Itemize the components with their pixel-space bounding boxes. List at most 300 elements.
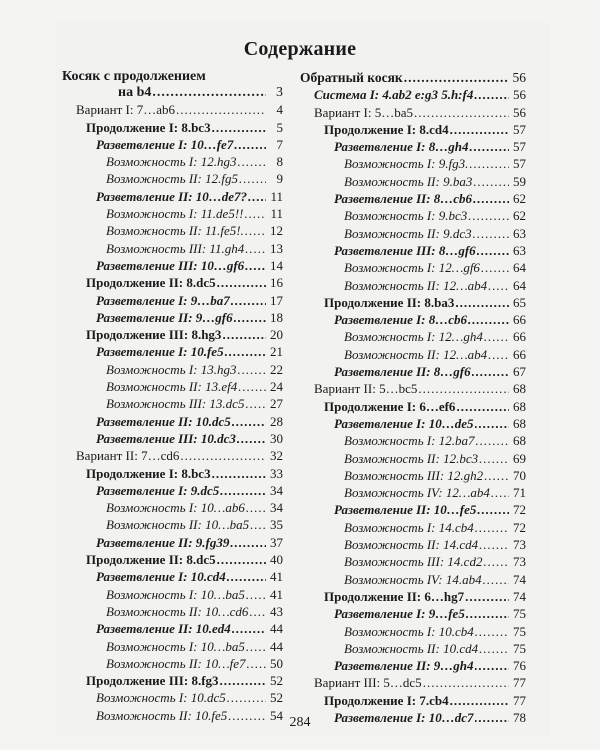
- toc-entry[interactable]: [62, 482, 283, 499]
- toc-entry[interactable]: [62, 430, 283, 447]
- entry-page: 64: [513, 260, 526, 276]
- entry-page: 66: [513, 312, 526, 328]
- entry-label: Разветвление II: 10…de7?: [96, 188, 248, 204]
- toc-entry[interactable]: [300, 501, 526, 518]
- entry-page: 57: [513, 139, 526, 155]
- toc-entry[interactable]: [300, 536, 526, 553]
- leader-dots: [222, 326, 266, 343]
- entry-label: Возможность I: 10…ba5: [106, 586, 245, 602]
- leader-dots: [176, 101, 266, 118]
- entry-page: 72: [513, 502, 526, 518]
- entry-page: 56: [513, 104, 526, 120]
- entry-page: 4: [276, 102, 283, 118]
- leader-dots: [238, 361, 266, 378]
- toc-entry[interactable]: [62, 343, 283, 360]
- leader-dots: [180, 447, 266, 464]
- entry-page: 34: [270, 500, 283, 516]
- leader-dots: [227, 689, 266, 706]
- entry-label: Обратный косяк: [300, 70, 403, 85]
- toc-entry[interactable]: [62, 378, 283, 395]
- toc-entry[interactable]: [62, 465, 283, 482]
- leader-dots: [475, 519, 509, 536]
- leader-dots: [245, 395, 266, 412]
- leader-dots: [246, 499, 266, 516]
- entry-page: 71: [513, 485, 526, 501]
- entry-label: Продолжение II: 8.ba3: [324, 294, 455, 310]
- entry-label: Возможность III: 13.dc5: [106, 396, 245, 412]
- entry-page: 43: [270, 603, 283, 619]
- toc-entry[interactable]: [62, 413, 283, 430]
- leader-dots: [468, 311, 509, 328]
- leader-dots: [479, 450, 509, 467]
- entry-label: Разветвление I: 10.cd4: [96, 569, 226, 585]
- toc-entry[interactable]: [62, 551, 283, 568]
- toc-entry[interactable]: [62, 395, 283, 412]
- leader-dots: [245, 257, 266, 274]
- leader-dots: [220, 672, 266, 689]
- entry-label: Возможность II: 10…fe7: [106, 655, 246, 671]
- leader-dots: [245, 240, 266, 257]
- entry-label: Возможность I: 12…gh4: [344, 329, 483, 345]
- leader-dots: [234, 309, 266, 326]
- entry-page: 68: [513, 433, 526, 449]
- toc-entry[interactable]: [62, 603, 283, 620]
- entry-label: Разветвление I: 9.dc5: [96, 482, 220, 498]
- toc-entry[interactable]: [300, 207, 526, 224]
- leader-dots: [483, 571, 509, 588]
- leader-dots: [250, 516, 266, 533]
- toc-entry[interactable]: [300, 121, 526, 138]
- toc-entry[interactable]: [300, 155, 526, 172]
- entry-label: Вариант I: 5…ba5: [314, 104, 414, 120]
- entry-page: 59: [513, 173, 526, 189]
- toc-entry[interactable]: [300, 415, 526, 432]
- leader-dots: [474, 86, 509, 103]
- toc-entry[interactable]: [62, 222, 283, 239]
- entry-label: Возможность III: 12.gh2: [344, 467, 484, 483]
- leader-dots: [477, 501, 509, 518]
- entry-page: 75: [513, 640, 526, 656]
- entry-page: 18: [270, 309, 283, 325]
- toc-entry[interactable]: [62, 136, 283, 153]
- leader-dots: [246, 586, 266, 603]
- entry-label: Возможность I: 9.bc3: [344, 208, 468, 224]
- entry-page: 72: [513, 519, 526, 535]
- leader-dots: [237, 430, 266, 447]
- entry-page: 63: [513, 225, 526, 241]
- entry-label: Возможность I: 10.cb4: [344, 623, 474, 639]
- entry-label: Возможность I: 12…gf6: [344, 260, 480, 276]
- leader-dots: [456, 398, 509, 415]
- leader-dots: [246, 638, 266, 655]
- entry-page: 44: [270, 621, 283, 637]
- leader-dots: [247, 655, 266, 672]
- entry-label: Разветвление III: 10.dc3: [96, 430, 236, 446]
- entry-page: 41: [270, 569, 283, 585]
- entry-label: Вариант II: 7…cd6: [76, 448, 180, 464]
- entry-page: 40: [270, 552, 283, 568]
- toc-entry[interactable]: [300, 432, 526, 449]
- leader-dots: [450, 692, 509, 709]
- toc-entry[interactable]: [300, 242, 526, 259]
- leader-dots: [238, 153, 266, 170]
- toc-entry[interactable]: [62, 655, 283, 672]
- entry-page: 44: [270, 638, 283, 654]
- entry-page: 11: [270, 206, 283, 222]
- toc-entry[interactable]: [300, 657, 526, 674]
- entry-page: 34: [270, 482, 283, 498]
- entry-label: Возможность II: 12.bc3: [344, 450, 479, 466]
- toc-entry[interactable]: [300, 450, 526, 467]
- toc-entry[interactable]: [62, 499, 283, 516]
- toc-entry[interactable]: [300, 190, 526, 207]
- entry-page: 54: [270, 707, 283, 723]
- toc-entry[interactable]: [62, 516, 283, 533]
- leader-dots: [475, 657, 509, 674]
- toc-entry[interactable]: [62, 240, 283, 257]
- toc-entry[interactable]: [62, 101, 283, 118]
- entry-page: 56: [513, 87, 526, 103]
- toc-entry[interactable]: [62, 689, 283, 706]
- leader-dots: [418, 380, 509, 397]
- toc-entry[interactable]: [62, 672, 283, 689]
- toc-entry[interactable]: [300, 138, 526, 155]
- entry-label: Возможность I: 11.de5!!: [106, 206, 244, 222]
- entry-page: 32: [270, 448, 283, 464]
- entry-label: Возможность II: 10…cd6: [106, 603, 249, 619]
- entry-page: 66: [513, 329, 526, 345]
- entry-label: Продолжение I: 7.cb4: [324, 692, 449, 708]
- entry-label: Возможность II: 12.fg5: [106, 171, 238, 187]
- entry-label: Возможность II: 12…ab4: [344, 346, 488, 362]
- entry-page: 28: [270, 413, 283, 429]
- page-title: Содержание: [243, 38, 357, 60]
- entry-page: 73: [513, 537, 526, 553]
- entry-page: 65: [513, 294, 526, 310]
- leader-dots: [227, 568, 266, 585]
- toc-entry[interactable]: [62, 274, 283, 291]
- entry-page: 8: [276, 154, 283, 170]
- toc-entry[interactable]: [300, 259, 526, 276]
- toc-entry[interactable]: [62, 361, 283, 378]
- entry-label: Разветвление II: 8…cb6: [334, 191, 473, 207]
- entry-label: Продолжение II: 6…hg7: [324, 588, 465, 604]
- toc-entry[interactable]: [300, 277, 526, 294]
- entry-page: 11: [270, 188, 283, 204]
- leader-dots: [249, 603, 266, 620]
- leader-dots: [479, 536, 509, 553]
- entry-page: 7: [276, 136, 283, 152]
- leader-dots: [238, 378, 266, 395]
- leader-dots: [477, 242, 509, 259]
- toc-entry[interactable]: [62, 170, 283, 187]
- toc-entry[interactable]: [300, 640, 526, 657]
- entry-label: Продолжение I: 8.bc3: [86, 465, 211, 481]
- entry-label: Разветвление II: 10.ed4: [96, 621, 231, 637]
- entry-page: 52: [270, 673, 283, 689]
- entry-label: Возможность II: 10.fe5: [96, 707, 228, 723]
- entry-page: 57: [513, 121, 526, 137]
- entry-label: Возможность II: 14.cd4: [344, 537, 479, 553]
- entry-label: Возможность II: 9.dc3: [344, 225, 472, 241]
- entry-label: Разветвление I: 10…dc7: [334, 709, 474, 725]
- entry-label: Разветвление II: 10.dc5: [96, 413, 231, 429]
- leader-dots: [476, 432, 509, 449]
- toc-entry[interactable]: [300, 605, 526, 622]
- leader-dots: [465, 588, 509, 605]
- toc-entry[interactable]: [300, 225, 526, 242]
- entry-label: Разветвление II: 10…fe5: [334, 502, 477, 518]
- entry-label: Возможность I: 14.cb4: [344, 519, 474, 535]
- leader-dots: [248, 188, 266, 205]
- entry-page: 35: [270, 517, 283, 533]
- entry-label: Возможность IV: 14.ab4: [344, 571, 482, 587]
- entry-label: Разветвление III: 10…gf6: [96, 257, 245, 273]
- toc-entry[interactable]: [300, 380, 526, 397]
- leader-dots: [231, 292, 266, 309]
- toc-entry[interactable]: [62, 153, 283, 170]
- entry-page: 24: [270, 379, 283, 395]
- toc-entry[interactable]: [62, 257, 283, 274]
- leader-dots: [220, 482, 266, 499]
- toc-page-number: 3: [276, 85, 283, 100]
- section-title-line1: Косяк с продолжением: [62, 69, 206, 84]
- toc-entry[interactable]: [300, 467, 526, 484]
- entry-label: Система I: 4.ab2 e:g3 5.h:f4: [314, 87, 474, 103]
- toc-entry[interactable]: [300, 398, 526, 415]
- toc-section-header[interactable]: [62, 69, 283, 84]
- entry-page: 67: [513, 364, 526, 380]
- entry-label: Продолжение I: 6…ef6: [324, 398, 456, 414]
- entry-label: Возможность II: 11.fe5!.: [106, 223, 244, 239]
- leader-dots: [234, 136, 266, 153]
- leader-dots: [488, 277, 509, 294]
- entry-label: Возможность I: 12.hg3: [106, 154, 237, 170]
- leader-dots: [468, 207, 509, 224]
- leader-dots: [455, 294, 509, 311]
- leader-dots: [475, 623, 509, 640]
- leader-dots: [469, 138, 509, 155]
- entry-label: Продолжение II: 8.dc5: [86, 552, 216, 568]
- leader-dots: [466, 605, 509, 622]
- entry-label: Возможность I: 9.fg3.: [344, 156, 469, 172]
- entry-page: 77: [513, 692, 526, 708]
- toc-entry[interactable]: [300, 311, 526, 328]
- leader-dots: [152, 84, 266, 101]
- leader-dots: [232, 620, 266, 637]
- leader-dots: [232, 413, 266, 430]
- toc-entry[interactable]: [300, 86, 526, 103]
- entry-page: 74: [513, 571, 526, 587]
- entry-page: 17: [270, 292, 283, 308]
- entry-page: 74: [513, 588, 526, 604]
- leader-dots: [484, 467, 509, 484]
- toc-entry[interactable]: [62, 586, 283, 603]
- leader-dots: [483, 553, 509, 570]
- entry-label: Возможность III: 14.cd2: [344, 554, 483, 570]
- leader-dots: [423, 674, 509, 691]
- entry-label: Продолжение III: 8.hg3: [86, 327, 222, 343]
- toc-entry[interactable]: [300, 692, 526, 709]
- entry-page: 9: [276, 171, 283, 187]
- leader-dots: [475, 415, 509, 432]
- entry-label: Продолжение I: 8.bc3: [86, 119, 211, 135]
- entry-page: 66: [513, 346, 526, 362]
- entry-page: 68: [513, 381, 526, 397]
- leader-dots: [484, 328, 509, 345]
- entry-page: 14: [270, 257, 283, 273]
- entry-label: Возможность I: 10…ba5: [106, 638, 245, 654]
- toc-entry[interactable]: [300, 104, 526, 121]
- entry-label: Разветвление I: 10…fe7: [96, 136, 234, 152]
- page-number: 284: [289, 715, 311, 730]
- entry-label: Продолжение III: 8.fg3: [86, 673, 219, 689]
- entry-label: Разветвление II: 9…gh4: [334, 658, 474, 674]
- entry-label: Разветвление II: 9.fg39: [96, 534, 230, 550]
- leader-dots: [217, 551, 266, 568]
- entry-label: Возможность II: 10…ba5: [106, 517, 250, 533]
- toc-entry[interactable]: [62, 188, 283, 205]
- entry-label: Возможность I: 10.dc5: [96, 690, 226, 706]
- toc-entry[interactable]: [62, 620, 283, 637]
- entry-page: 33: [270, 465, 283, 481]
- leader-dots: [245, 222, 266, 239]
- entry-label: Разветвление I: 9…ba7: [96, 292, 230, 308]
- toc-section-header-cont[interactable]: [62, 84, 283, 101]
- toc-entry[interactable]: [300, 623, 526, 640]
- entry-page: 68: [513, 398, 526, 414]
- toc-entry[interactable]: [300, 674, 526, 691]
- entry-label: Возможность I: 12.ba7: [344, 433, 475, 449]
- toc-entry[interactable]: [300, 173, 526, 190]
- toc-entry[interactable]: [300, 346, 526, 363]
- toc-entry[interactable]: [62, 292, 283, 309]
- entry-label: Возможность IV: 12…ab4: [344, 485, 490, 501]
- entry-label: Возможность III: 11.gh4: [106, 240, 245, 256]
- entry-page: 64: [513, 277, 526, 293]
- toc-right-column: [300, 69, 526, 726]
- entry-label: Возможность II: 12…ab4: [344, 277, 488, 293]
- leader-dots: [414, 104, 509, 121]
- entry-page: 62: [513, 191, 526, 207]
- toc-entry[interactable]: [300, 328, 526, 345]
- entry-page: 62: [513, 208, 526, 224]
- entry-label: Разветвление I: 9…fe5: [334, 606, 465, 622]
- leader-dots: [472, 363, 509, 380]
- leader-dots: [217, 274, 266, 291]
- entry-label: Разветвление III: 8…gf6: [334, 242, 476, 258]
- entry-page: 52: [270, 690, 283, 706]
- entry-label: Возможность II: 9.ba3: [344, 173, 473, 189]
- entry-label: Продолжение II: 8.dc5: [86, 275, 216, 291]
- toc-entry[interactable]: [300, 553, 526, 570]
- entry-page: 56: [512, 70, 526, 85]
- entry-page: 78: [513, 709, 526, 725]
- entry-page: 37: [270, 534, 283, 550]
- entry-label: Возможность I: 10…ab6: [106, 500, 245, 516]
- entry-page: 12: [270, 223, 283, 239]
- leader-dots: [473, 190, 509, 207]
- entry-page: 70: [513, 467, 526, 483]
- toc-entry[interactable]: [300, 484, 526, 501]
- leader-dots: [488, 346, 509, 363]
- leader-dots: [244, 205, 266, 222]
- leader-dots: [212, 119, 266, 136]
- entry-page: 30: [270, 430, 283, 446]
- toc-entry[interactable]: [62, 119, 283, 136]
- entry-label: Продолжение I: 8.cd4: [324, 121, 449, 137]
- leader-dots: [230, 534, 266, 551]
- leader-dots: [473, 173, 509, 190]
- entry-label: Вариант II: 5…bc5: [314, 381, 418, 397]
- entry-label: Разветвление I: 8…cb6: [334, 312, 468, 328]
- toc-entry[interactable]: [300, 571, 526, 588]
- toc-entry[interactable]: [300, 363, 526, 380]
- section-title-line2: на b4: [118, 85, 152, 100]
- entry-page: 69: [513, 450, 526, 466]
- leader-dots: [479, 640, 509, 657]
- toc-entry[interactable]: [62, 568, 283, 585]
- entry-page: 75: [513, 623, 526, 639]
- toc-entry[interactable]: [62, 205, 283, 222]
- toc-entry[interactable]: [62, 447, 283, 464]
- entry-page: 57: [513, 156, 526, 172]
- leader-dots: [225, 343, 266, 360]
- leader-dots: [473, 225, 509, 242]
- entry-label: Разветвление II: 9…gf6: [96, 309, 233, 325]
- toc-entry[interactable]: [300, 294, 526, 311]
- entry-label: Вариант I: 7…ab6: [76, 102, 176, 118]
- leader-dots: [239, 170, 266, 187]
- entry-label: Возможность II: 13.ef4: [106, 379, 238, 395]
- toc-entry[interactable]: [300, 69, 526, 86]
- toc-entry[interactable]: [62, 638, 283, 655]
- entry-page: 73: [513, 554, 526, 570]
- entry-label: Вариант III: 5…dc5: [314, 675, 422, 691]
- entry-page: 76: [513, 658, 526, 674]
- leader-dots: [404, 69, 509, 86]
- leader-dots: [212, 465, 266, 482]
- entry-page: 63: [513, 242, 526, 258]
- entry-page: 77: [513, 675, 526, 691]
- leader-dots: [469, 155, 509, 172]
- entry-label: Возможность I: 13.hg3: [106, 361, 237, 377]
- entry-label: Разветвление II: 8…gf6: [334, 364, 471, 380]
- toc-entry[interactable]: [300, 519, 526, 536]
- entry-page: 16: [270, 275, 283, 291]
- leader-dots: [491, 484, 509, 501]
- leader-dots: [450, 121, 509, 138]
- toc-entry[interactable]: [300, 588, 526, 605]
- entry-page: 5: [276, 119, 283, 135]
- entry-page: 21: [270, 344, 283, 360]
- entry-page: 27: [270, 396, 283, 412]
- entry-page: 13: [270, 240, 283, 256]
- entry-label: Разветвление I: 10.fe5: [96, 344, 224, 360]
- entry-page: 20: [270, 327, 283, 343]
- toc-entry[interactable]: [62, 326, 283, 343]
- entry-label: Разветвление I: 8…gh4: [334, 139, 469, 155]
- toc-entry[interactable]: [62, 309, 283, 326]
- entry-page: 41: [270, 586, 283, 602]
- entry-label: Разветвление I: 10…de5: [334, 415, 474, 431]
- toc-left-column: [62, 69, 283, 724]
- entry-page: 68: [513, 415, 526, 431]
- entry-page: 50: [270, 655, 283, 671]
- entry-page: 22: [270, 361, 283, 377]
- toc-entry[interactable]: [62, 534, 283, 551]
- entry-page: 75: [513, 606, 526, 622]
